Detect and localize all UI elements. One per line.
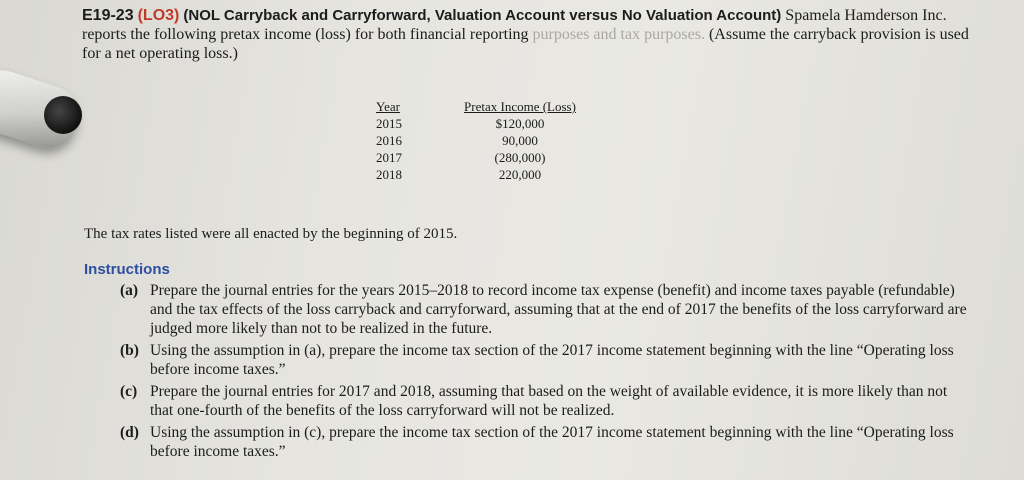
item-text: Prepare the journal entries for the years 2015–2018 to record income tax expense (benefit) and income taxes payable (refundable) and the tax effects of the loss carryback and carryforward, assuming that at the end of 2017 the benefits of the loss carryforward are judged more likely than not to be realized in the future. [150, 282, 967, 337]
instruction-item-a [120, 281, 970, 338]
learning-objective: (LO3) [137, 7, 180, 24]
exercise-title: (NOL Carryback and Carryforward, Valuation Account versus No Valuation Account) [183, 7, 782, 24]
table-cell-year: 2015 [376, 116, 402, 131]
instruction-item-d [120, 423, 970, 461]
exercise-number: E19-23 [82, 7, 134, 24]
table-cell-year: 2018 [376, 167, 402, 182]
tax-rates-note: The tax rates listed were all enacted by the beginning of 2015. [84, 226, 458, 242]
table-cell-income: 90,000 [502, 133, 538, 148]
instruction-item-c [120, 382, 970, 420]
table-cell-year: 2016 [376, 133, 402, 148]
item-label: (d) [120, 424, 139, 441]
table-cell-income: $120,000 [495, 116, 545, 131]
item-label: (a) [120, 282, 139, 299]
income-column [455, 98, 585, 183]
table-cell-income: 220,000 [498, 167, 542, 182]
year-column [376, 98, 436, 183]
instruction-item-b [120, 341, 970, 379]
pen-tip [44, 96, 82, 134]
intro-text-b: (Assume the carryback provision is used for a net operating loss.) [82, 26, 969, 62]
income-header: Pretax Income (Loss) [464, 99, 576, 114]
instructions-heading: Instructions [84, 261, 170, 278]
item-text: Using the assumption in (c), prepare the income tax section of the 2017 income statement beginning with the line “Operating loss before income taxes.” [150, 424, 954, 460]
exercise-header [82, 6, 982, 63]
table-cell-year: 2017 [376, 150, 402, 165]
year-header: Year [376, 99, 400, 114]
item-text: Prepare the journal entries for 2017 and 2018, assuming that based on the weight of available evidence, it is more likely than not that one-fourth of the benefits of the loss carryforward will not be realized. [150, 383, 948, 419]
item-label: (c) [120, 383, 138, 400]
item-text: Using the assumption in (a), prepare the income tax section of the 2017 income statement beginning with the line “Operating loss before income taxes.” [150, 342, 954, 378]
intro-text-faded: purposes and tax purposes. [532, 26, 705, 43]
item-label: (b) [120, 342, 139, 359]
instructions-list [120, 281, 970, 464]
table-cell-income: (280,000) [494, 150, 546, 165]
intro-text-a: Spamela Hamderson Inc. reports the following pretax income (loss) for both financial reporting [82, 7, 947, 43]
